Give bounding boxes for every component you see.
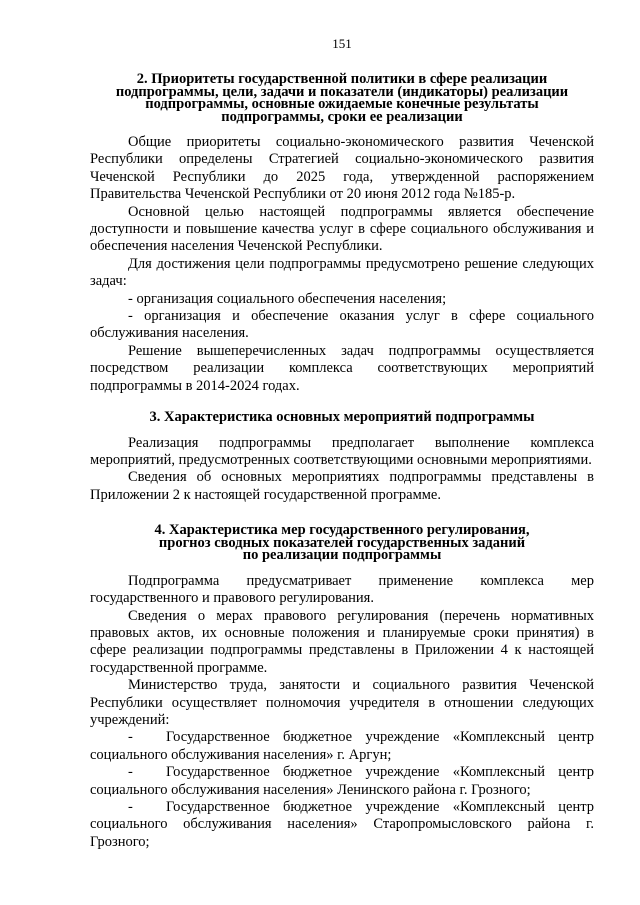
section-3-paragraph: Реализация подпрограммы предполагает выполнение комплекса мероприятий, предусмотренных соответствующими основными мероприятиями. (90, 434, 594, 468)
institution-item (90, 764, 594, 799)
institution-item (90, 799, 594, 851)
dash-marker: - (128, 729, 133, 746)
task-item: - организация и обеспечение оказания услуг в сфере социального обслуживания населения. (90, 308, 594, 342)
section-2-title (90, 73, 594, 123)
section-2-paragraph: Общие приоритеты социально-экономического развития Чеченской Республики определены Стратегией социально-экономического развития Чеченской Республики до 2025 года, утвержденной распоряжением Правительства Чеченской Республики от 20 июня 2012 года №185-р. (90, 134, 594, 203)
task-item: - организация социального обеспечения населения; (128, 290, 447, 307)
section-2-title-line: подпрограммы, сроки ее реализации (221, 108, 463, 125)
section-3-paragraph: Сведения об основных мероприятиях подпрограммы представлены в Приложении 2 к настоящей государственной программе. (90, 469, 594, 503)
institution-item (90, 729, 594, 764)
institution-text: Государственное бюджетное учреждение «Комплексный центр социального обслуживания населения» г. Аргун; (90, 729, 594, 763)
section-2-paragraph: Основной целью настоящей подпрограммы является обеспечение доступности и повышение качества услуг в сфере социального обслуживания и обеспечения населения Чеченской Республики. (90, 203, 594, 255)
section-4-title (90, 524, 594, 562)
section-3-title: 3. Характеристика основных мероприятий подпрограммы (149, 409, 535, 426)
section-4-paragraph: Сведения о мерах правового регулирования (перечень нормативных правовых актов, их основные положения и планируемые сроки принятия) в сфере реализации подпрограммы представлены в Приложении 4 к настоящей государственной программе. (90, 607, 594, 676)
page-number: 151 (332, 36, 352, 51)
section-2-title-line: 2. Приоритеты государственной политики в сфере реализации (136, 71, 548, 87)
dash-marker: - (128, 799, 133, 815)
document-page (90, 36, 594, 851)
section-4-title-line: прогноз сводных показателей государственных заданий (158, 534, 526, 551)
institution-text: Государственное бюджетное учреждение «Комплексный центр социального обслуживания населения» Старопромысловского района г. Грозного; (90, 799, 594, 850)
section-2-title-line: подпрограммы, цели, задачи и показатели (индикаторы) реализации (115, 83, 569, 100)
section-2-paragraph: Для достижения цели подпрограммы предусмотрено решение следующих задач: (90, 255, 594, 290)
section-2-title-line: подпрограммы, основные ожидаемые конечные результаты (145, 96, 539, 112)
section-4-title-line: по реализации подпрограммы (242, 547, 442, 564)
institution-text: Государственное бюджетное учреждение «Комплексный центр социального обслуживания населения» Ленинского района г. Грозного; (90, 764, 594, 798)
section-2-paragraph: Решение вышеперечисленных задач подпрограммы осуществляется посредством реализации комплекса соответствующих мероприятий подпрограммы в 2014-2024 годах. (90, 342, 594, 394)
dash-marker: - (128, 764, 133, 781)
section-4-paragraph: Подпрограмма предусматривает применение комплекса мер государственного и правового регулирования. (90, 572, 594, 607)
section-4-paragraph: Министерство труда, занятости и социального развития Чеченской Республики осуществляет полномочия учредителя в отношении следующих учреждений: (90, 677, 594, 728)
section-4-title-line: 4. Характеристика мер государственного регулирования, (154, 522, 530, 539)
